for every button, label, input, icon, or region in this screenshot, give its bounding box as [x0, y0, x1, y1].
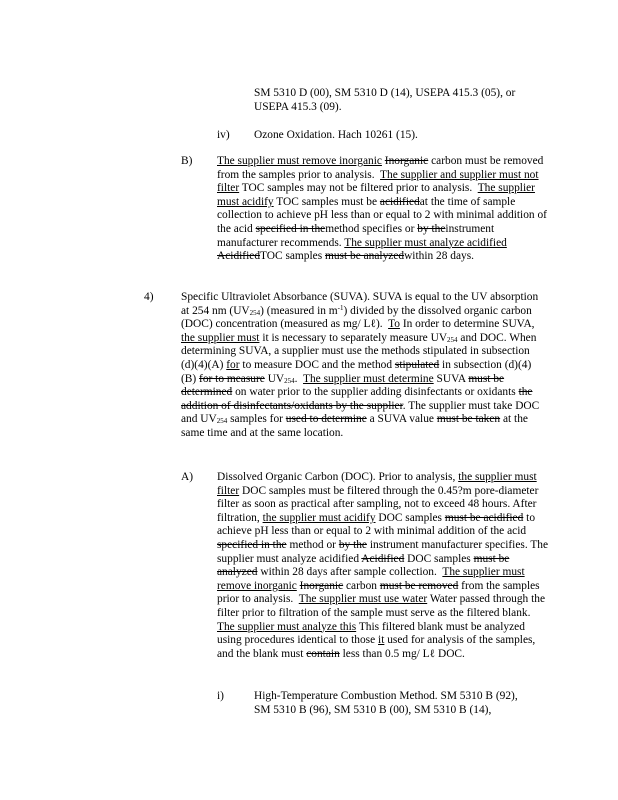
- reference-continuation: [254, 87, 554, 114]
- deleted-text: must be removed: [379, 579, 459, 592]
- liter-symbol: ℓ: [370, 318, 376, 331]
- deleted-text: must be analyzed: [217, 552, 510, 579]
- body-text: DOC samples: [407, 552, 471, 565]
- body-text: This filtered blank must be analyzed using procedures identical to those: [217, 620, 525, 647]
- subscript: 254: [249, 308, 261, 317]
- inserted-text: The supplier and supplier must not filter: [217, 168, 539, 195]
- item-4-label: 4): [144, 291, 154, 303]
- item-4-paragraph: [181, 291, 543, 441]
- body-text: In order to determine SUVA,: [402, 318, 535, 331]
- body-text: method specifies or: [325, 222, 415, 235]
- body-text: instrument manufacturer specifies. The supplier must analyze acidified: [217, 538, 549, 565]
- body-text: TOC samples must be: [276, 195, 378, 208]
- deleted-text: acidified: [379, 195, 420, 208]
- body-text: ) (measured in m: [260, 304, 338, 317]
- deleted-text: Acidified: [217, 250, 261, 263]
- body-text: Dissolved Organic Carbon (DOC). Prior to analysis,: [217, 471, 456, 483]
- body-text: to measure DOC and the method: [242, 358, 393, 371]
- subscript: 254: [447, 335, 458, 344]
- body-text: carbon: [345, 579, 377, 592]
- body-text: .: [294, 372, 298, 385]
- reference-line-2: USEPA 415.3 (09).: [254, 100, 342, 113]
- subscript: 254: [284, 376, 295, 385]
- inserted-text: The supplier must acidify: [217, 182, 535, 208]
- inserted-text: the supplier must acidify: [262, 511, 376, 524]
- body-text: carbon must be removed from the samples prior to analysis.: [217, 155, 544, 181]
- superscript: -1: [337, 303, 344, 312]
- item-i-line-1: High-Temperature Combustion Method. SM 5310 B (92),: [254, 690, 518, 702]
- item-a-paragraph: [217, 471, 549, 661]
- body-text: to achieve pH less than or equal to 2 with minimal addition of the acid: [217, 511, 536, 538]
- body-text: method or: [289, 538, 336, 551]
- body-text: DOC samples must be filtered through the 0.45?m pore-diameter filter as soon as practical after sampling, not to exceed 48 hours. After filtration,: [217, 484, 539, 524]
- inserted-text: To: [388, 318, 400, 331]
- deleted-text: stipulated: [394, 358, 440, 371]
- body-text: SUVA: [436, 372, 466, 385]
- body-text: at the same time and at the same location.: [181, 413, 528, 439]
- body-text: UV: [267, 372, 285, 385]
- inserted-text: The supplier must use water: [298, 593, 428, 606]
- item-iv-text: Ozone Oxidation. Hach 10261 (15).: [254, 129, 418, 141]
- body-text: at the time of sample collection to achieve pH less than or equal to 2 with minimal addition of the acid: [217, 195, 547, 235]
- body-text: . The supplier must take DOC and UV: [181, 399, 540, 426]
- deleted-text: contain: [306, 647, 340, 660]
- inserted-text: the supplier must: [181, 331, 260, 344]
- body-text: it is necessary to separately measure UV: [262, 331, 448, 344]
- item-iv-label: iv): [217, 129, 230, 141]
- body-text: DOC.: [437, 647, 465, 660]
- deleted-text: by the: [417, 222, 446, 235]
- inserted-text: for: [226, 358, 240, 371]
- body-text: within 28 days.: [404, 250, 475, 263]
- deleted-text: by the: [338, 538, 367, 551]
- item-b-label: B): [181, 155, 193, 167]
- item-a-label: A): [181, 471, 194, 483]
- body-text: used for analysis of the samples, and the blank must: [217, 634, 536, 660]
- inserted-text: The supplier must analyze this: [217, 620, 357, 633]
- inserted-text: The supplier must remove inorganic: [217, 566, 525, 592]
- liter-symbol: ℓ: [429, 647, 436, 660]
- inserted-text: the supplier must filter: [217, 471, 537, 497]
- deleted-text: specified in the: [217, 538, 287, 551]
- deleted-text: must be determined: [181, 372, 505, 399]
- inserted-text: The supplier must analyze acidified: [344, 236, 507, 249]
- subscript: 254: [216, 417, 228, 426]
- body-text: ).: [375, 318, 383, 331]
- deleted-text: the addition of disinfectants/oxidants by the supplier: [181, 386, 533, 412]
- item-i-text: [254, 690, 554, 717]
- deleted-text: must be acidified: [444, 511, 524, 524]
- body-text: Water passed through the filter prior to filtration of the sample must serve as the filtered blank.: [217, 593, 546, 619]
- body-text: Specific Ultraviolet Absorbance (SUVA). SUVA is equal to the UV absorption at 254 nm (UV: [181, 291, 539, 317]
- body-text: TOC samples: [260, 250, 323, 263]
- inserted-text: The supplier must remove inorganic: [217, 155, 382, 167]
- body-text: instrument manufacturer recommends.: [217, 222, 495, 249]
- body-text: TOC samples may not be filtered prior to analysis.: [241, 182, 473, 195]
- deleted-text: Acidified: [361, 552, 405, 565]
- deleted-text: used to determine: [285, 413, 367, 426]
- item-i-line-2: SM 5310 B (96), SM 5310 B (00), SM 5310 B (14),: [254, 703, 492, 716]
- item-i-label: i): [217, 690, 224, 702]
- reference-line-1: SM 5310 D (00), SM 5310 D (14), USEPA 415.3 (05), or: [254, 87, 516, 99]
- body-text: and DOC. When determining SUVA, a supplier must use the methods stipulated in subsection (d)(4)(A): [181, 331, 537, 371]
- deleted-text: Inorganic: [384, 155, 429, 167]
- inserted-text: The supplier must determine: [303, 372, 434, 385]
- body-text: in subsection (d)(4)(B): [181, 358, 532, 385]
- body-text: DOC samples: [378, 511, 442, 524]
- deleted-text: specified in the: [255, 222, 326, 235]
- body-text: less than 0.5 mg/ L: [342, 647, 430, 660]
- inserted-text: it: [378, 634, 385, 647]
- deleted-text: must be analyzed: [325, 250, 405, 263]
- deleted-text: for to measure: [199, 372, 265, 385]
- deleted-text: must be taken: [436, 413, 501, 426]
- body-text: samples for: [230, 413, 283, 426]
- body-text: on water prior to the supplier adding disinfectants or oxidants: [235, 386, 516, 399]
- body-text: ) divided by the dissolved organic carbon (DOC) concentration (measured as mg/ L: [181, 304, 532, 331]
- body-text: from the samples prior to analysis.: [217, 579, 540, 606]
- body-text: within 28 days after sample collection.: [260, 566, 437, 579]
- deleted-text: Inorganic: [299, 579, 344, 592]
- body-text: a SUVA value: [369, 413, 434, 426]
- item-b-paragraph: [217, 155, 549, 264]
